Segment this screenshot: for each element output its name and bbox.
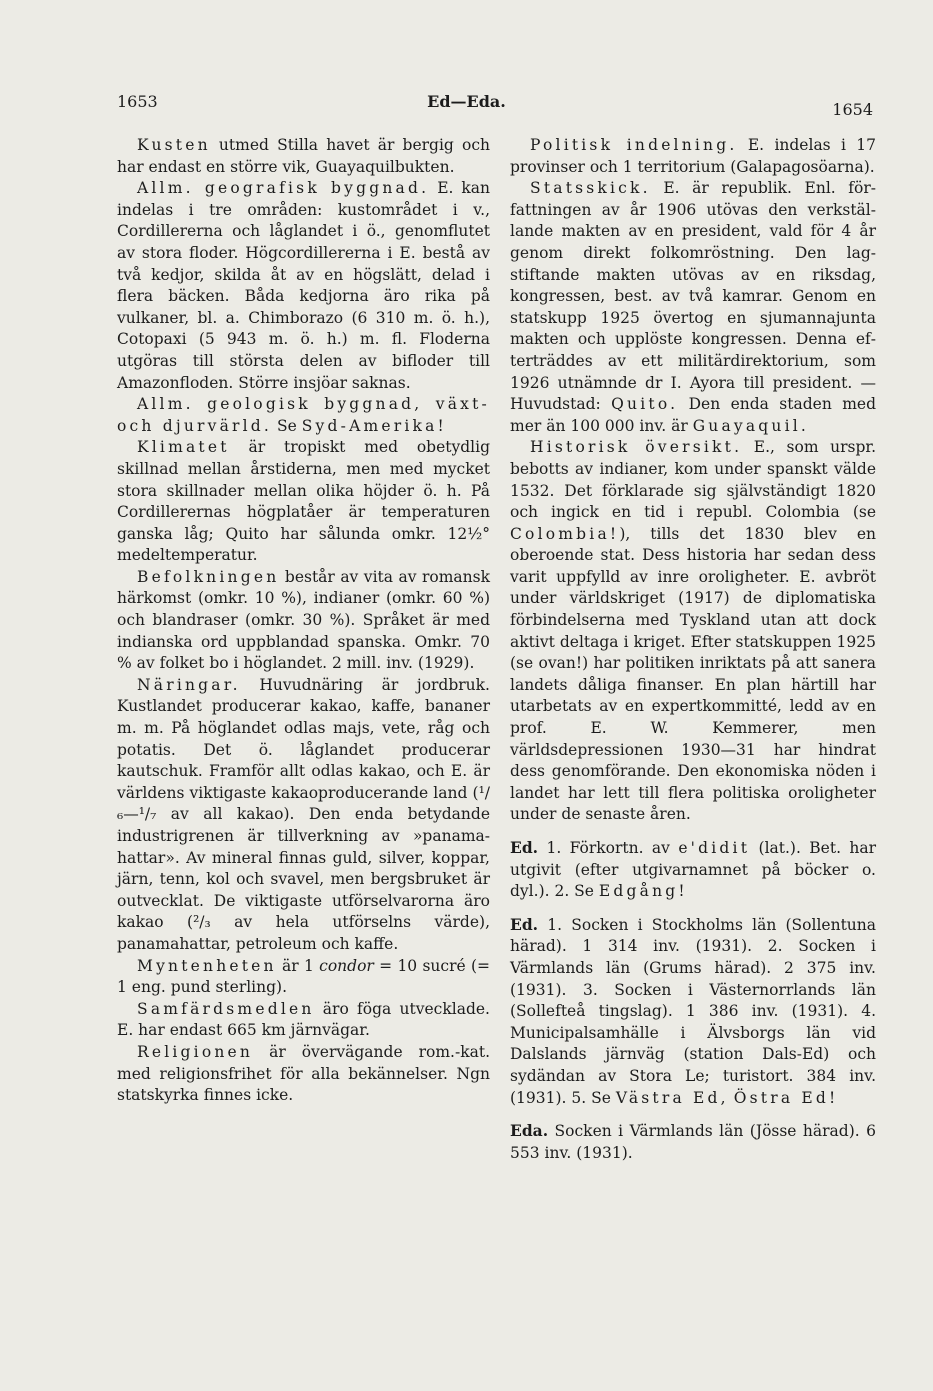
cross-reference: Syd-Amerika! <box>301 416 447 435</box>
entry-ed-abbreviation: Ed. 1. Förkortn. av e'didit (lat.). Bet. har utgivit (efter utgivarnamnet på böcker o. dyl.). 2. Se Edgång! <box>510 838 877 901</box>
currency-paragraph: Myntenheten är 1 condor = 10 sucré (= 1 eng. pund sterling). <box>117 956 490 997</box>
population-paragraph: Befolkningen består av vita av romansk härkomst (omkr. 10 %), indianer (omkr. 60 %) och blandraser (omkr. 30 %). Språket är med indianska ord uppblandad spanska. Omkr. 70 % av folket bo i höglandet. 2 mill. inv. (1929). <box>117 567 490 673</box>
left-column <box>117 135 490 1107</box>
entry-ed-places: Ed. 1. Socken i Stockholms län (Sollentuna härad). 1 314 inv. (1931). 2. Socken i Värmlands län (Grums härad). 2 375 inv. (1931). 3. Socken i Västernorrlands län (Sollefteå tingslag). 1 386 inv. (1931). 4. Municipalsamhälle i Älvsborgs län vid Dalslands järnväg (station Dals-Ed) och sydändan av Stora Le; turistort. 384 inv. (1931). 5. Se Västra Ed, Östra Ed! <box>510 914 876 1107</box>
transport-paragraph: Samfärdsmedlen äro föga utvecklade. E. har endast 665 km järnvägar. <box>117 999 490 1040</box>
climate-paragraph: Klimatet är tropiskt med obetydlig skillnad mellan årstiderna, men med mycket stora skillnader mellan olika höjder ö. h. På Cordillerernas högplatåer är temperaturen ganska låg; Quito har sålunda omkr. 12½° medeltemperatur. <box>117 438 490 565</box>
geology-paragraph: Allm. geologisk byggnad, växt- och djurvärld. Se Syd-Amerika! <box>117 395 490 435</box>
politics-paragraph: Politisk indelning. E. indelas i 17 provinser och 1 territorium (Galapagosöarna). <box>510 136 877 176</box>
page-header <box>0 90 933 120</box>
cross-reference: Edgång! <box>598 882 688 901</box>
state-paragraph: Statsskick. E. är republik. Enl. författningen av år 1906 utövas den verkställande makten av en president, vald för 4 år genom direkt folkomröstning. Den lagstiftande makten utövas av en riksdag, kongressen, best. av två kamrar. Genom en statskupp 1925 övertog en sjumannajunta makten och upplöste kongressen. Denna efterträddes av ett militärdirektorium, som 1926 utnämnde dr I. Ayora till president. — Huvudstad: Quito. Den enda staden med mer än 100 000 inv. är Guayaquil. <box>510 179 876 435</box>
coast-paragraph: Kusten utmed Stilla havet är bergig och har endast en större vik, Guayaquilbukten. <box>117 136 490 176</box>
entry-eda: Eda. Socken i Värmlands län (Jösse härad). 6 553 inv. (1931). <box>510 1121 876 1162</box>
religion-paragraph: Religionen är övervägande rom.-kat. med religionsfrihet för alla bekännelser. Ngn statskyrka finnes icke. <box>117 1042 490 1105</box>
right-page-number: 1654 <box>832 100 873 119</box>
cross-reference: Östra Ed! <box>733 1088 839 1107</box>
cross-reference: Västra Ed, <box>615 1088 729 1107</box>
left-page-number: 1653 <box>117 92 158 111</box>
cross-reference: Colombia! <box>510 524 620 543</box>
geography-paragraph: Allm. geografisk byggnad. E. kan indelas i tre områden: kustområdet i v., Cordillererna och låglandet i ö., genomflutet av stora floder. Högcordillererna i E. bestå av två kedjor, skilda åt av en högslätt, delad i flera bäcken. Båda kedjorna äro rika på vulkaner, bl. a. Chimborazo (6 310 m. ö. h.), Cotopaxi (5 943 m. ö. h.) m. fl. Floderna utgöras till största delen av bifloder till Amazonfloden. Större insjöar saknas. <box>117 179 490 392</box>
history-paragraph: Historisk översikt. E., som urspr. bebotts av indianer, kom under spanskt välde 1532. Det förklarade sig självständigt 1820 och ingick en tid i republ. Colombia (se Colombia!), tills det 1830 blev en oberoende stat. Dess historia har sedan dess varit uppfylld av inre oroligheter. E. avbröt under världskriget (1917) de diplomatiska förbindelserna med Tyskland utan att dock aktivt deltaga i kriget. Efter statskuppen 1925 (se ovan!) har politiken inriktats på att sanera landets dåliga finanser. En plan härtill har utarbetats av en expertkommitté, ledd av en prof. E. W. Kemmerer, men världsdepressionen 1930—31 har hindrat dess genomförande. Den ekonomiska nöden i landet har lett till flera politiska oroligheter under de senaste åren. <box>510 438 876 824</box>
right-column <box>510 135 876 1164</box>
running-head: Ed—Eda. <box>427 92 506 111</box>
industries-paragraph: Näringar. Huvudnäring är jordbruk. Kustlandet producerar kakao, kaffe, bananer m. m. På höglandet odlas majs, vete, råg och potatis. Det ö. låglandet producerar kautschuk. Framför allt odlas kakao, och E. är världens viktigaste kakaoproducerande land (¹/₆—¹/₇ av all kakao). Den enda betydande industrigrenen är tillverkning av »panama-hattar». Av mineral finnas guld, silver, koppar, järn, tenn, kol och svavel, men bergsbruket är outvecklat. De viktigaste utförselvarorna äro kakao (²/₃ av hela utförselns värde), panamahattar, petroleum och kaffe. <box>117 675 490 953</box>
